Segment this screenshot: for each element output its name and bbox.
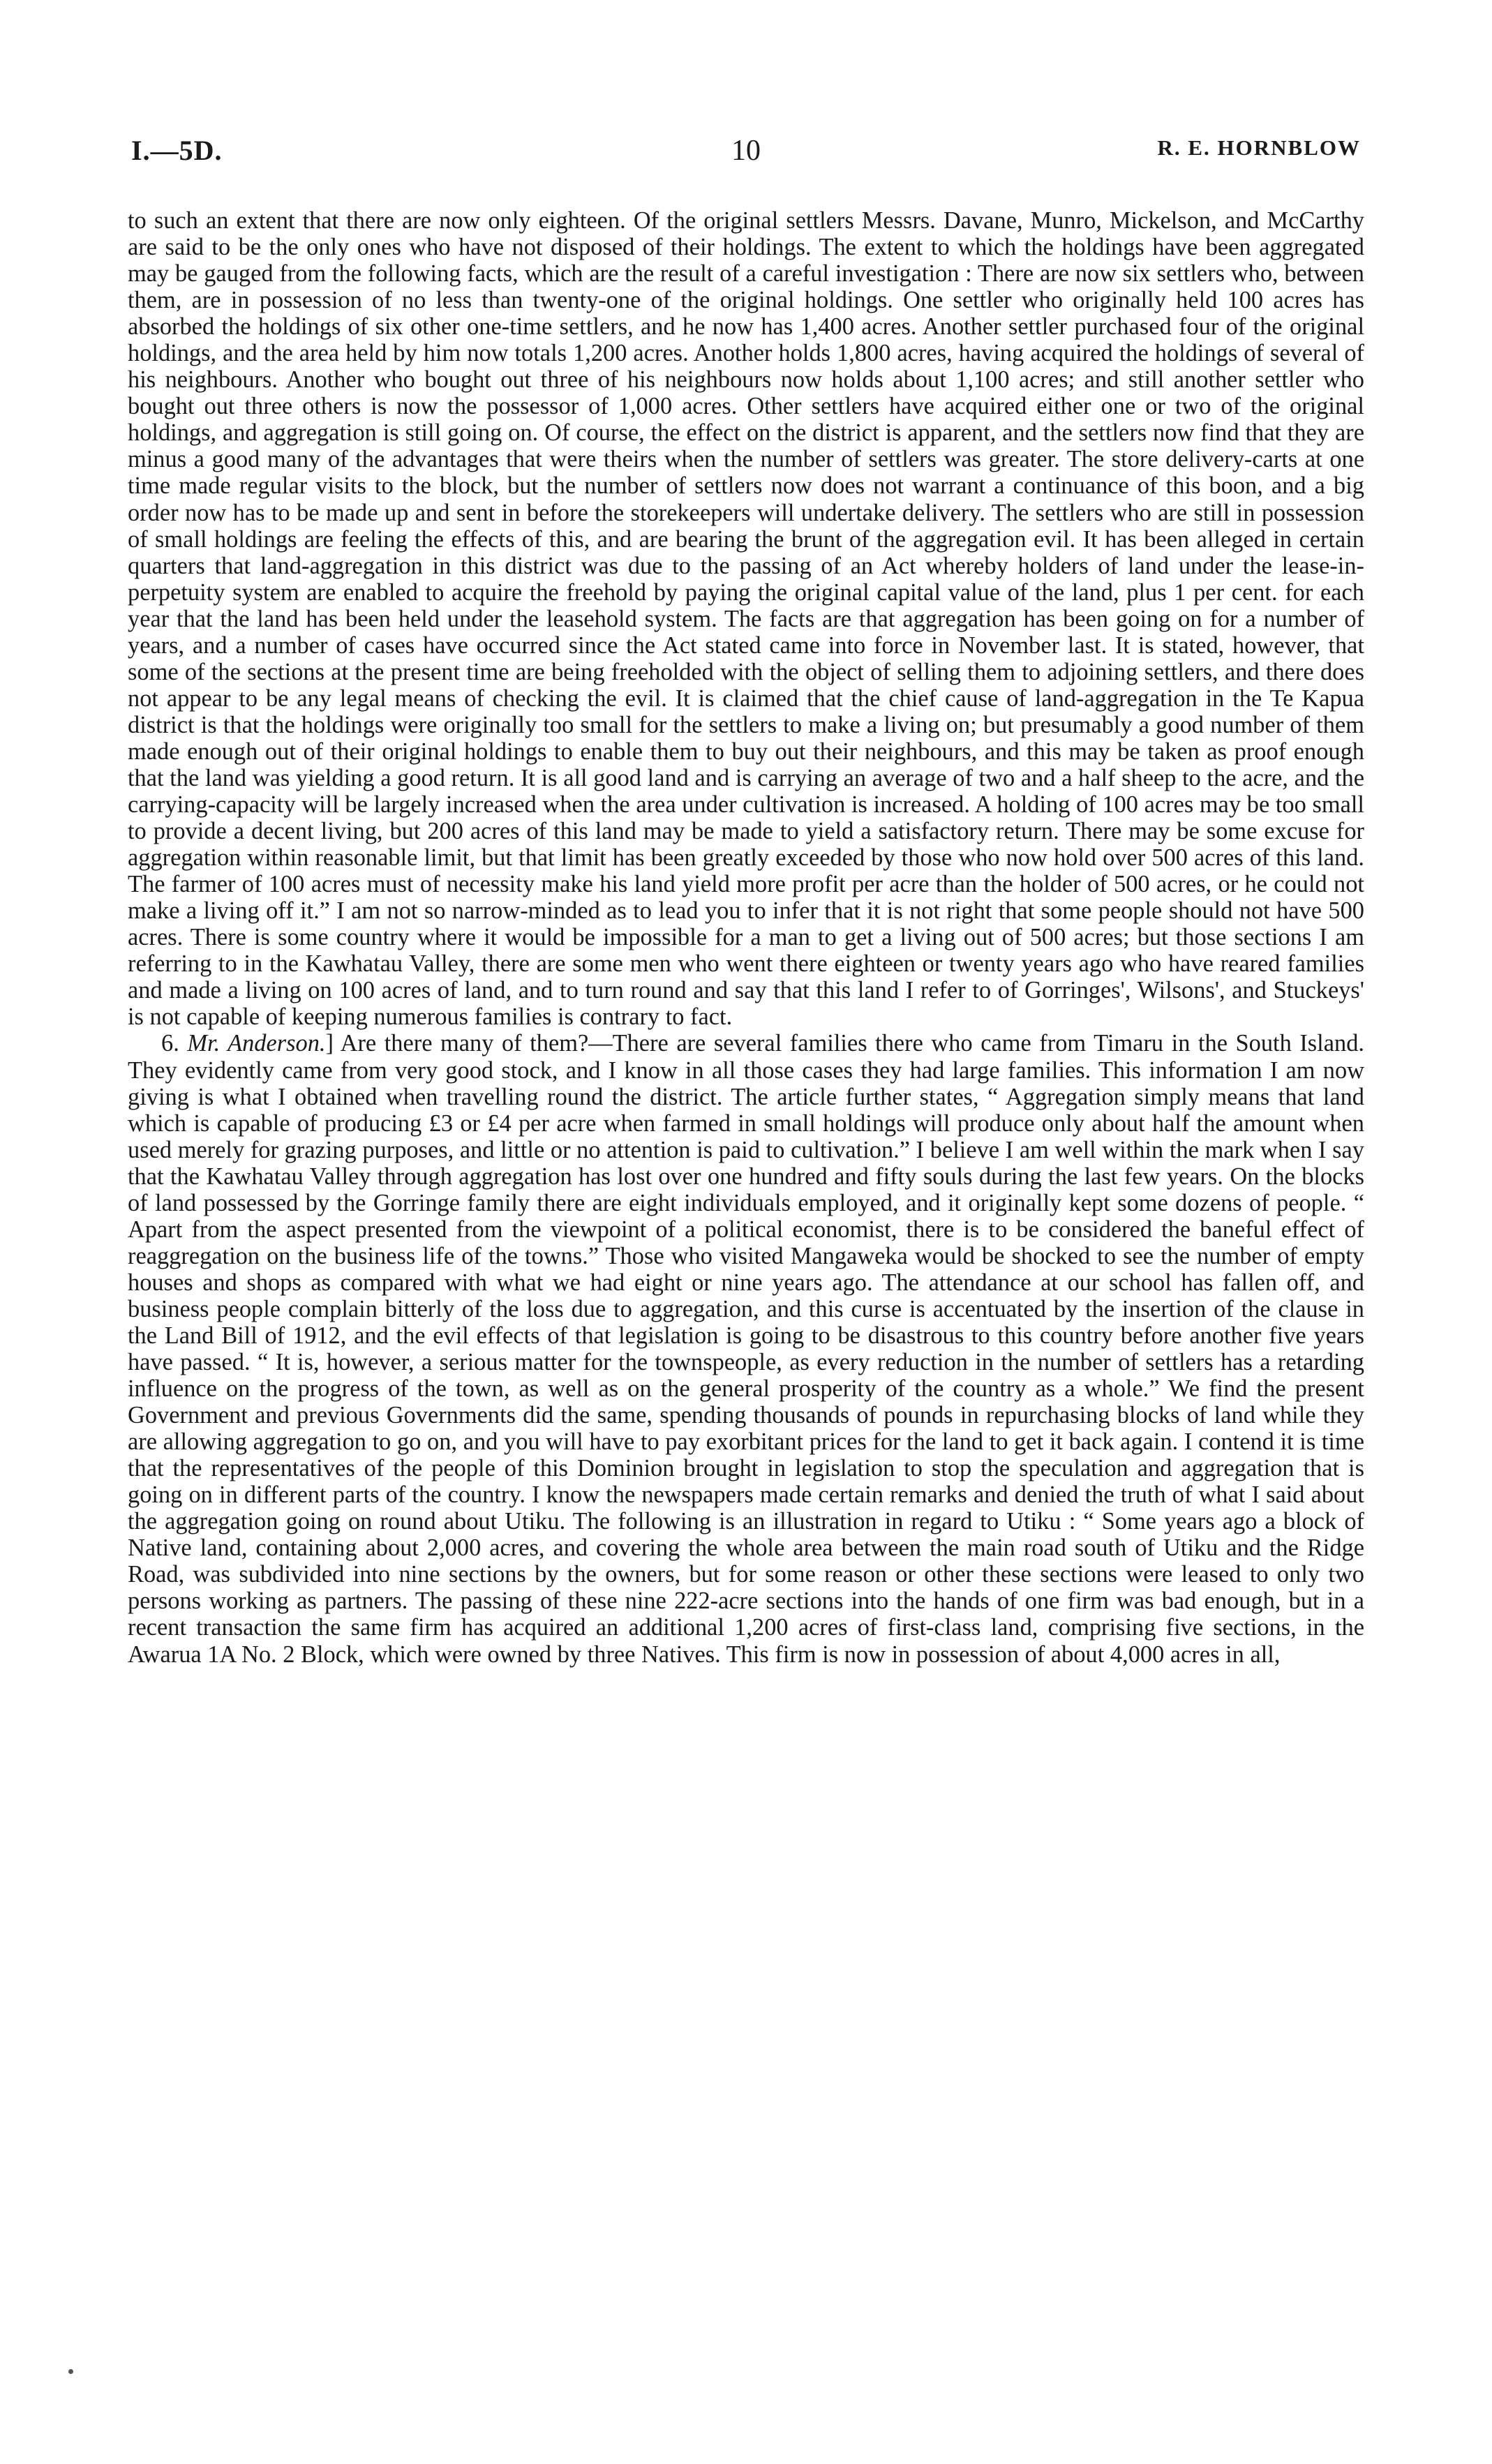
- body-text: [128, 207, 1364, 1668]
- paragraph-6: [128, 1030, 1364, 1667]
- paragraph-continued: to such an extent that there are now only eighteen. Of the original settlers Messrs. Davane, Munro, Mickelson, and McCarthy are said to be the only ones who have not disposed of their holdings. The extent to which the holdings have been aggregated may be gauged from the following facts, which are the result of a careful investigation : There are now six settlers who, between them, are in possession of no less than twenty-one of the original holdings. One settler who originally held 100 acres has absorbed the holdings of six other one-time settlers, and he now has 1,400 acres. Another settler purchased four of the original holdings, and the area held by him now totals 1,200 acres. Another holds 1,800 acres, having acquired the holdings of several of his neighbours. Another who bought out three of his neighbours now holds about 1,100 acres; and still another settler who bought out three others is now the possessor of 1,000 acres. Other settlers have acquired either one or two of the original holdings, and aggregation is still going on. Of course, the effect on the district is apparent, and the settlers now find that they are minus a good many of the advantages that were theirs when the number of settlers was greater. The store delivery-carts at one time made regular visits to the block, but the number of settlers now does not warrant a continuance of this boon, and a big order now has to be made up and sent in before the storekeepers will undertake delivery. The settlers who are still in possession of small holdings are feeling the effects of this, and are bearing the brunt of the aggregation evil. It has been alleged in certain quarters that land-aggregation in this district was due to the passing of an Act whereby holders of land under the lease-in-perpetuity system are enabled to acquire the freehold by paying the original capital value of the land, plus 1 per cent. for each year that the land has been held under the leasehold system. The facts are that aggregation has been going on for a number of years, and a number of cases have occurred since the Act stated came into force in November last. It is stated, however, that some of the sections at the present time are being freeholded with the object of selling them to adjoining settlers, and there does not appear to be any legal means of checking the evil. It is claimed that the chief cause of land-aggregation in the Te Kapua district is that the holdings were originally too small for the settlers to make a living on; but presumably a good number of them made enough out of their original holdings to enable them to buy out their neighbours, and this may be taken as proof enough that the land was yielding a good return. It is all good land and is carrying an average of two and a half sheep to the acre, and the carrying-capacity will be largely increased when the area under cultivation is increased. A holding of 100 acres may be too small to provide a decent living, but 200 acres of this land may be made to yield a satisfactory return. There may be some excuse for aggregation within reasonable limit, but that limit has been greatly exceeded by those who now hold over 500 acres of this land. The farmer of 100 acres must of necessity make his land yield more profit per acre than the holder of 500 acres, or he could not make a living off it.” I am not so narrow-minded as to lead you to infer that it is not right that some people should not have 500 acres. There is some country where it would be impossible for a man to get a living out of 500 acres; but those sections I am referring to in the Kawhatau Valley, there are some men who went there eighteen or twenty years ago who have reared families and made a living on 100 acres of land, and to turn round and say that this land I refer to of Gorringes', Wilsons', and Stuckeys' is not capable of keeping numerous families is contrary to fact.: [128, 207, 1364, 1031]
- paragraph-6-text: ] Are there many of them?—There are several families there who came from Timaru in the South Island. They evidently came from very good stock, and I know in all those cases they had large families. This information I am now giving is what I obtained when travelling round the district. The article further states, “ Aggregation simply means that land which is capable of producing £3 or £4 per acre when farmed in small holdings will produce only about half the amount when used merely for grazing purposes, and little or no attention is paid to cultivation.” I believe I am well within the mark when I say that the Kawhatau Valley through aggregation has lost over one hundred and fifty souls during the last few years. On the blocks of land possessed by the Gorringe family there are eight individuals employed, and it originally kept some dozens of people. “ Apart from the aspect presented from the viewpoint of a political economist, there is to be considered the baneful effect of reaggregation on the business life of the towns.” Those who visited Mangaweka would be shocked to see the number of empty houses and shops as compared with what we had eight or nine years ago. The attendance at our school has fallen off, and business people complain bitterly of the loss due to aggregation, and this curse is accentuated by the insertion of the clause in the Land Bill of 1912, and the evil effects of that legislation is going to be disastrous to this country before another five years have passed. “ It is, however, a serious matter for the townspeople, as every reduction in the number of settlers has a retarding influence on the progress of the town, as well as on the general prosperity of the country as a whole.” We find the present Government and previous Governments did the same, spending thousands of pounds in repurchasing blocks of land while they are allowing aggregation to go on, and you will have to pay exorbitant prices for the land to get it back again. I contend it is time that the representatives of the people of this Dominion brought in legislation to stop the speculation and aggregation that is going on in different parts of the country. I know the newspapers made certain remarks and denied the truth of what I said about the aggregation going on round about Utiku. The following is an illustration in regard to Utiku : “ Some years ago a block of Native land, containing about 2,000 acres, and covering the whole area between the main road south of Utiku and the Ridge Road, was subdivided into nine sections by the owners, but for some reason or other these sections were leased to only two persons working as partners. The passing of these nine 222-acre sections into the hands of one firm was bad enough, but in a recent transaction the same firm has acquired an additional 1,200 acres of first-class land, comprising five sections, in the Awarua 1A No. 2 Block, which were owned by three Natives. This firm is now in possession of about 4,000 acres in all,: [128, 1030, 1364, 1668]
- stray-ink-mark: [68, 2369, 73, 2374]
- speaker-name: Mr. Anderson.: [187, 1030, 326, 1057]
- paragraph-number: 6.: [161, 1030, 179, 1057]
- page-header: [131, 134, 1361, 179]
- witness-name: R. E. HORNBLOW: [1157, 135, 1361, 160]
- page-number: 10: [731, 135, 761, 167]
- document-reference: I.—5D.: [131, 135, 223, 166]
